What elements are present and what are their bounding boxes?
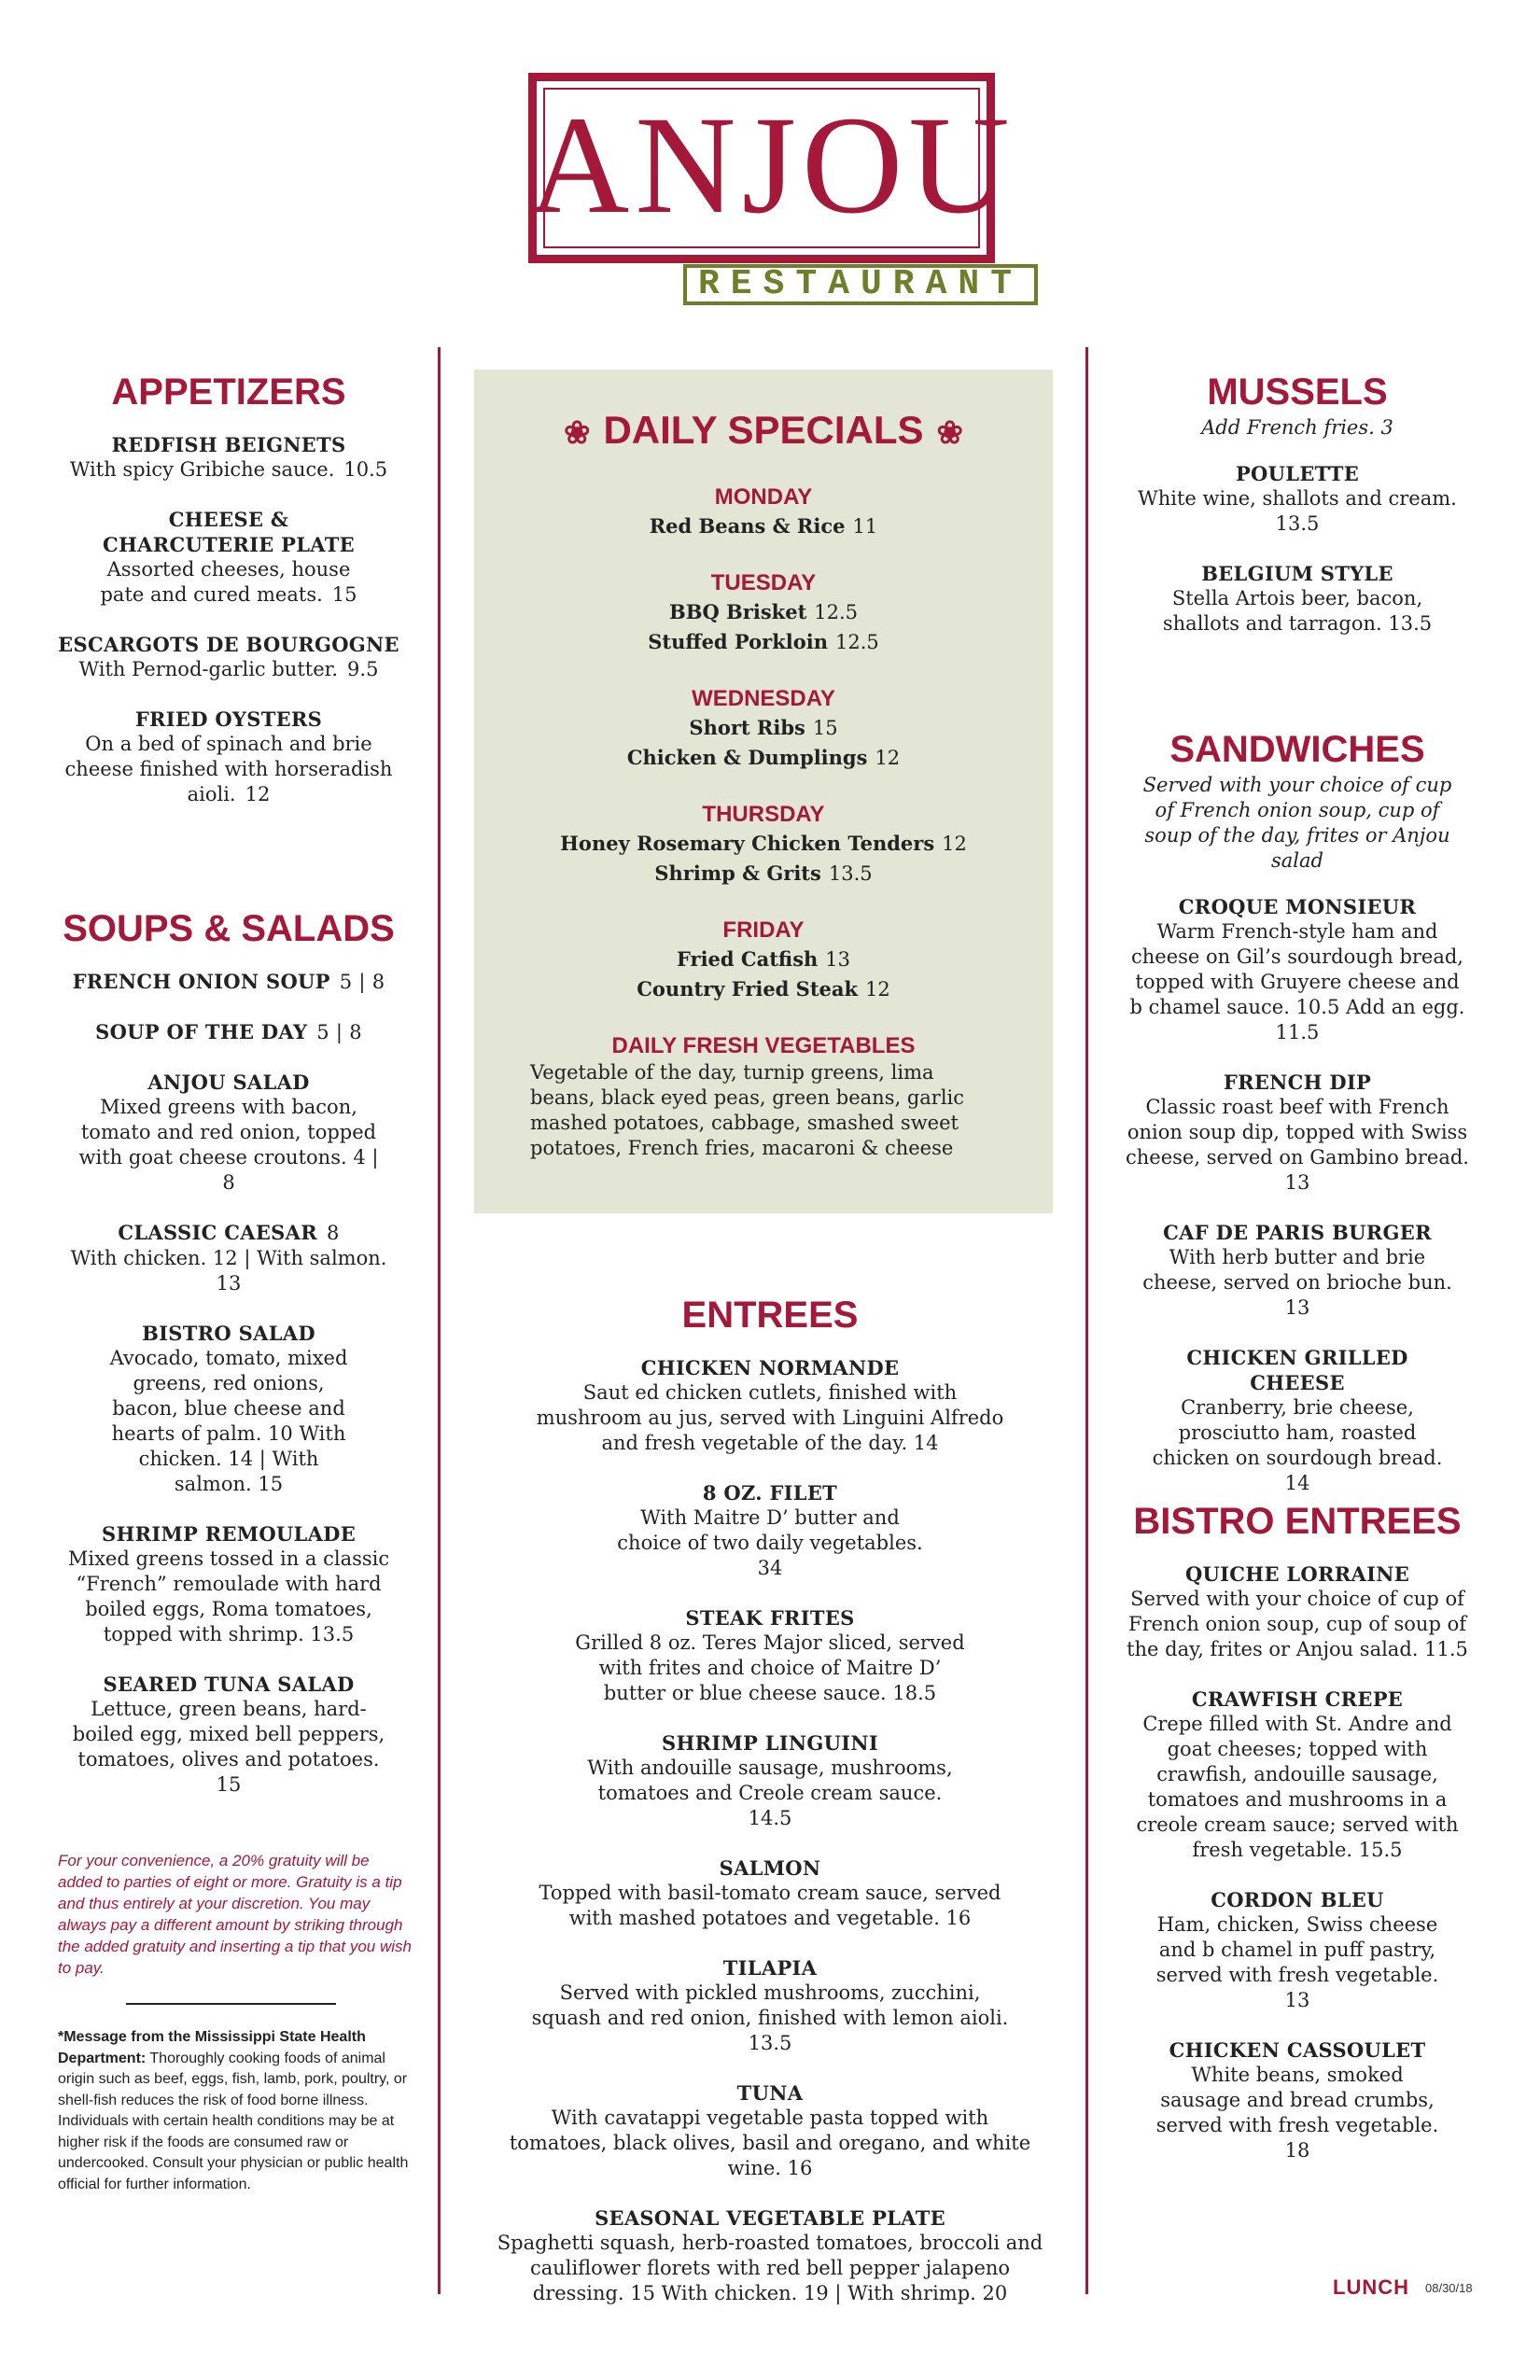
item-desc: White beans, smoked sausage and bread crumbs, served with fresh vegetable. 18 (1155, 2064, 1439, 2162)
menu-item (56, 707, 401, 807)
menu-item (56, 1220, 401, 1296)
menu-item (485, 2205, 1055, 2306)
item-name: FRENCH DIP (1223, 1071, 1372, 1094)
item-name: FRIED OYSTERS (134, 707, 323, 731)
item-price: 12.5 (835, 631, 879, 653)
restaurant-logo-subtitle: RESTAURANT (683, 264, 1038, 305)
menu-item (485, 2080, 1055, 2181)
item-price: 12 (865, 978, 890, 1001)
item-price: 13 (825, 948, 851, 971)
item-desc: Warm French-style ham and cheese on Gil’s sourdough bread, topped with Gruyere cheese and b chamel sauce. 10.5 Add an egg. 11.5 (1129, 920, 1465, 1043)
special-item: BBQ Brisket 12.5 (668, 600, 859, 623)
item-name: REDFISH BEIGNETS (111, 433, 346, 456)
vegetables-title: DAILY FRESH VEGETABLES (611, 1033, 916, 1058)
item-name: SEARED TUNA SALAD (103, 1673, 355, 1696)
entrees-section (485, 1294, 1055, 2306)
menu-item (1115, 894, 1479, 1045)
item-price: 10.5 (343, 458, 388, 481)
health-note-body: Thoroughly cooking foods of animal origin such as beef, eggs, fish, lamb, pork, poultry, or shell-fish reduces the risk of food borne illness. Individuals with certain health conditions may be at higher risk if the foods are consumed raw or undercooked. Consult your physician or public health official for further information. (58, 2050, 409, 2192)
menu-item (56, 1019, 401, 1045)
item-name: CLASSIC CAESAR 8 (118, 1221, 340, 1244)
item-desc: Served with pickled mushrooms, zucchini, squash and red onion, finished with lemon aioli. 13.5 (531, 1981, 1009, 2054)
menu-date: 08/30/18 (1425, 2281, 1473, 2295)
gratuity-note: For your convenience, a 20% gratuity will be added to parties of eight or more. Gratuity is a tip and thus entirely at your discretion. You may always pay a different amount by striking through the added gratuity and inserting a tip that you wish to pay. (58, 1852, 412, 1977)
appetizers-title: APPETIZERS (111, 371, 346, 413)
item-name: QUICHE LORRAINE (1184, 1562, 1410, 1586)
menu-item (1115, 1220, 1479, 1321)
menu-item (56, 632, 401, 682)
item-desc: Mixed greens with bacon, tomato and red onion, topped with goat cheese croutons. 4 | 8 (78, 1096, 379, 1194)
item-desc: With spicy Gribiche sauce. 10.5 (69, 458, 388, 481)
flourish-icon: ❀ (936, 415, 964, 451)
daily-specials-title: ❀ DAILY SPECIALS ❀ (563, 408, 964, 452)
menu-item (485, 1480, 1055, 1581)
item-desc: With andouille sausage, mushrooms, tomatoes and Creole cream sauce. 14.5 (587, 1757, 953, 1829)
item-name: CROQUE MONSIEUR (1178, 895, 1417, 918)
item-name: STEAK FRITES (685, 1606, 855, 1630)
item-name: 8 OZ. FILET (702, 1481, 838, 1505)
soups-salads-section (56, 907, 401, 1798)
item-desc: Topped with basil-tomato cream sauce, served with mashed potatoes and vegetable. 16 (539, 1882, 1001, 1929)
item-desc: Stella Artois beer, bacon, shallots and tarragon. 13.5 (1162, 587, 1433, 635)
mussels-section (1115, 371, 1479, 637)
item-name: BELGIUM STYLE (1201, 562, 1393, 585)
item-desc: Cranberry, brie cheese, prosciutto ham, roasted chicken on sourdough bread. 14 (1152, 1396, 1443, 1494)
item-name: BISTRO SALAD (142, 1322, 315, 1345)
menu-item (56, 1070, 401, 1196)
item-name: SALMON (719, 1856, 821, 1880)
menu-item (485, 1355, 1055, 1456)
menu-item (485, 1955, 1055, 2056)
menu-item (1115, 2037, 1479, 2163)
item-name: FRENCH ONION SOUP 5 | 8 (72, 970, 385, 993)
sandwiches-title: SANDWICHES (1169, 729, 1425, 770)
item-name: SOUP OF THE DAY 5 | 8 (95, 1020, 362, 1043)
item-desc: With cavatappi vegetable pasta topped with tomatoes, black olives, basil and oregano, and white wine. 16 (509, 2107, 1031, 2179)
day-title: THURSDAY (702, 802, 825, 827)
item-name: TILAPIA (722, 1956, 818, 1980)
item-desc: Ham, chicken, Swiss cheese and b chamel in puff pastry, served with fresh vegetable. 13 (1155, 1913, 1439, 2011)
special-item: Shrimp & Grits 13.5 (654, 861, 873, 885)
special-item: Red Beans & Rice 11 (649, 514, 878, 538)
item-desc: Mixed greens tossed in a classic “French” remoulade with hard boiled eggs, Roma tomatoes, topped with shrimp. 13.5 (67, 1547, 390, 1645)
item-name: ESCARGOTS DE BOURGOGNE (58, 633, 399, 656)
menu-item (56, 1521, 401, 1647)
item-name: SHRIMP REMOULADE (101, 1522, 357, 1546)
health-note-heading: *Message from the Mississippi State Health Department: (58, 2029, 366, 2066)
right-column-divider (1085, 347, 1088, 2294)
soups-salads-title: SOUPS & SALADS (63, 908, 395, 949)
item-price: 9.5 (347, 658, 379, 680)
health-department-note (58, 2027, 417, 2195)
item-name: CRAWFISH CREPE (1191, 1687, 1404, 1711)
item-name: SHRIMP LINGUINI (661, 1731, 878, 1755)
item-desc: Served with your choice of cup of French onion soup, cup of soup of the day, frites or Anjou salad. 11.5 (1127, 1588, 1468, 1660)
menu-item (56, 969, 401, 995)
special-item: Chicken & Dumplings 12 (626, 746, 901, 769)
menu-item (1115, 561, 1479, 637)
appetizers-section (56, 371, 401, 807)
menu-item (1115, 1687, 1479, 1863)
restaurant-logo: ANJOU (528, 88, 1015, 243)
item-desc: With Pernod-garlic butter. 9.5 (78, 658, 379, 680)
item-name: POULETTE (1235, 462, 1360, 485)
item-name: CHEESE & CHARCUTERIE PLATE (103, 508, 355, 556)
item-price: 12 (245, 783, 271, 805)
item-name: CHICKEN NORMANDE (640, 1356, 900, 1379)
item-price: 13.5 (828, 862, 873, 885)
item-price: 12 (875, 747, 901, 769)
item-name: CHICKEN GRILLED CHEESE (1186, 1346, 1408, 1394)
flourish-icon: ❀ (563, 415, 591, 451)
item-desc: Classic roast beef with French onion soup dip, topped with Swiss cheese, served on Gambino bread. 13 (1126, 1096, 1469, 1194)
bistro-entrees-section (1115, 1500, 1479, 2163)
item-name: TUNA (736, 2081, 804, 2105)
menu-label: LUNCH (1333, 2275, 1409, 2299)
special-item: Country Fried Steak 12 (637, 977, 890, 1001)
entrees-title: ENTREES (681, 1295, 859, 1336)
day-title: WEDNESDAY (692, 686, 835, 711)
special-item: Stuffed Porkloin 12.5 (648, 630, 879, 653)
item-name: CHICKEN CASSOULET (1169, 2038, 1426, 2062)
item-name: SEASONAL VEGETABLE PLATE (595, 2206, 945, 2230)
menu-item (485, 1855, 1055, 1931)
item-price: 5 | 8 (339, 971, 385, 993)
item-price: 5 | 8 (316, 1021, 362, 1043)
mussels-title: MUSSELS (1207, 371, 1388, 413)
item-price: 15 (331, 583, 357, 606)
menu-item (1115, 461, 1479, 537)
item-name: CORDON BLEU (1211, 1888, 1384, 1911)
item-desc: Grilled 8 oz. Teres Major sliced, served with frites and choice of Maitre D’ butter or blue cheese sauce. 18.5 (575, 1631, 965, 1704)
notes-divider (126, 2003, 336, 2005)
sandwiches-section (1115, 728, 1479, 1496)
day-title: FRIDAY (722, 917, 805, 943)
item-desc: Spaghetti squash, herb-roasted tomatoes, broccoli and cauliflower florets with red bell pepper jalapeno dressing. 15 With chicken. 19 | With shrimp. 20 (497, 2232, 1043, 2304)
item-desc: With herb butter and brie cheese, served on brioche bun. 13 (1142, 1246, 1452, 1319)
item-desc: Saut ed chicken cutlets, finished with mushroom au jus, served with Linguini Alfredo and fresh vegetable of the day. 14 (536, 1381, 1004, 1454)
special-item: Short Ribs 15 (689, 716, 838, 739)
menu-item (56, 1321, 401, 1497)
item-desc: On a bed of spinach and brie cheese finished with horseradish aioli. 12 (64, 733, 393, 805)
item-name: ANJOU SALAD (147, 1071, 310, 1094)
special-item: Honey Rosemary Chicken Tenders 12 (560, 832, 967, 855)
sandwiches-note: Served with your choice of cup of French onion soup, cup of soup of the day, frites or Anjou salad (1142, 774, 1452, 872)
menu-item (1115, 1887, 1479, 2013)
menu-item (56, 507, 401, 608)
item-price: 11 (852, 515, 878, 538)
menu-item (56, 432, 401, 483)
day-title: TUESDAY (710, 570, 817, 595)
special-item: Fried Catfish 13 (676, 947, 851, 971)
item-name: CAF DE PARIS BURGER (1163, 1221, 1432, 1244)
menu-item (1115, 1345, 1479, 1496)
item-desc: Assorted cheeses, house pate and cured meats. 15 (100, 558, 357, 606)
vegetables-desc: Vegetable of the day, turnip greens, lima beans, black eyed peas, green beans, garlic mashed potatoes, cabbage, smashed sweet potatoes, French fries, macaroni & cheese (530, 1061, 965, 1159)
item-desc: Avocado, tomato, mixed greens, red onions, bacon, blue cheese and hearts of palm. 10 With chicken. 14 | With salmon. 15 (109, 1347, 348, 1495)
menu-item (485, 1730, 1055, 1831)
item-price: 12 (942, 833, 967, 855)
menu-item (485, 1605, 1055, 1706)
item-desc: Lettuce, green beans, hard-boiled egg, mixed bell peppers, tomatoes, olives and potatoes. 15 (72, 1698, 385, 1796)
menu-item (56, 1672, 401, 1798)
mussels-note: Add French fries. 3 (1201, 416, 1393, 439)
menu-item (1115, 1561, 1479, 1662)
item-price: 12.5 (814, 601, 859, 623)
day-title: MONDAY (714, 484, 813, 510)
item-desc: With Maitre D’ butter and choice of two daily vegetables. 34 (617, 1506, 923, 1579)
left-column-divider (438, 347, 441, 2294)
item-desc: Crepe filled with St. Andre and goat cheeses; topped with crawfish, andouille sausage, tomatoes and mushrooms in a creole cream sauce; served with fresh vegetable. 15.5 (1136, 1713, 1459, 1861)
bistro-entrees-title: BISTRO ENTREES (1133, 1501, 1462, 1542)
menu-item (1115, 1070, 1479, 1196)
daily-specials-list (474, 455, 1053, 1161)
item-desc: White wine, shallots and cream. 13.5 (1138, 487, 1457, 535)
item-desc: With chicken. 12 | With salmon. 13 (70, 1247, 387, 1295)
item-price: 15 (812, 717, 838, 739)
item-price: 8 (326, 1222, 340, 1244)
